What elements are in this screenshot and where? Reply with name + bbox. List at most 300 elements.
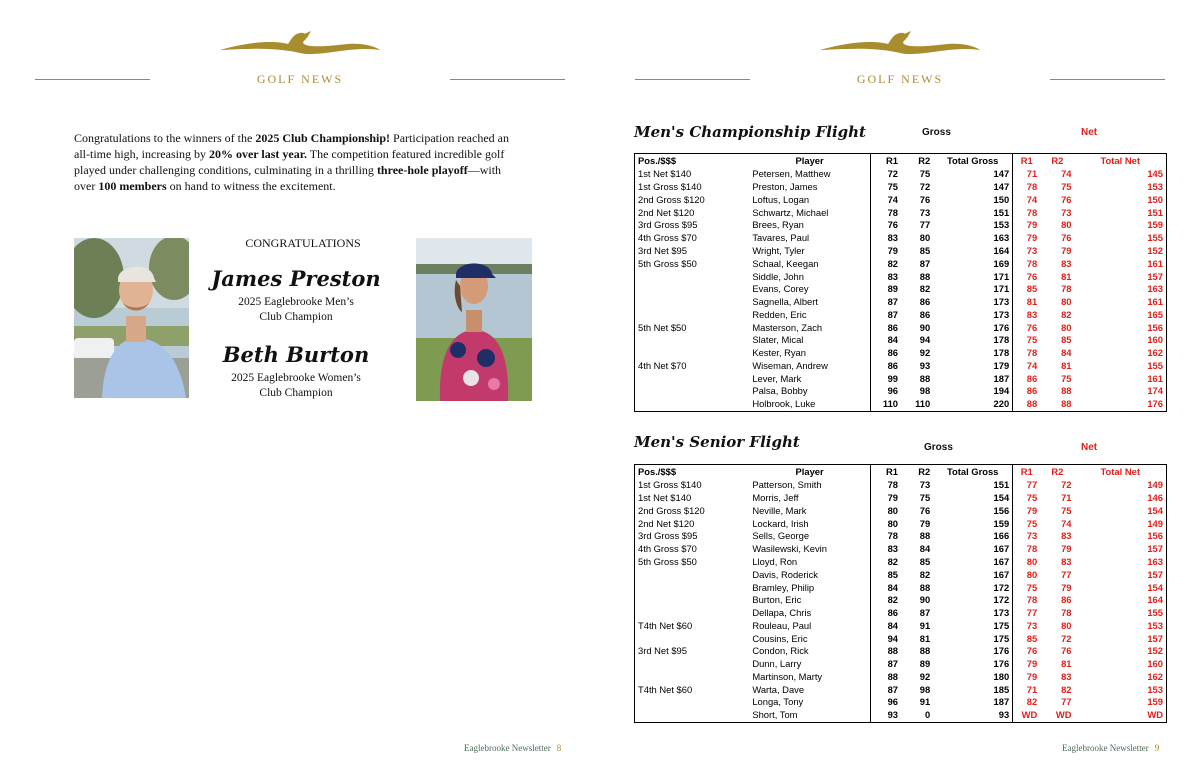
gross-r1-cell: 82 [870,257,901,270]
col-header-net-r1: R1 [1020,466,1033,477]
position-cell: 1st Gross $140 [638,479,702,491]
total-net-cell: WD [1147,709,1163,721]
total-gross-cell: 151 [933,206,1012,219]
position-cell [635,709,750,722]
total-gross-cell: 185 [933,683,1012,696]
table-row [635,181,1167,194]
net-r1-cell: 73 [1026,244,1038,256]
net-r2-cell: 80 [1061,296,1072,308]
total-gross-cell: 175 [933,632,1012,645]
page-footer: Eaglebrooke Newsletter 9 [1062,743,1160,753]
net-r2-cell: 80 [1061,619,1072,631]
position-cell [635,296,750,309]
gross-r2-cell: 98 [919,385,931,397]
net-r2-cell: 88 [1061,385,1072,397]
player-cell: Warta, Dave [752,683,805,695]
gross-r1-cell: 75 [870,181,901,194]
net-r2-cell: 88 [1061,398,1072,410]
col-header-net-r2: R2 [1051,155,1064,166]
net-r2-cell: 84 [1061,347,1072,359]
gross-r2-cell: 88 [919,645,931,657]
table-row [635,594,1167,607]
table-row [635,232,1167,245]
total-net-cell: 161 [1147,296,1163,308]
table-row [635,296,1167,309]
net-r1-cell: 73 [1026,619,1038,631]
total-net-cell: 145 [1147,168,1163,180]
table-row [635,645,1167,658]
table-row [635,347,1167,360]
player-cell: Siddle, John [752,270,804,282]
net-r1-cell: 76 [1026,270,1038,282]
table-row [635,543,1167,556]
net-r2-cell: 71 [1061,492,1072,504]
position-cell: 3rd Net $95 [638,645,687,657]
player-cell: Holbrook, Luke [752,398,816,410]
table-row [635,219,1167,232]
total-net-cell: 159 [1147,219,1163,231]
player-cell: Martinson, Marty [752,670,823,682]
net-r1-cell: 77 [1026,607,1038,619]
position-cell [635,568,750,581]
total-gross-cell: 173 [933,296,1012,309]
total-net-cell: 162 [1147,347,1163,359]
newsletter-page-9 [600,0,1200,776]
gross-r2-cell: 91 [919,619,931,631]
total-net-cell: 157 [1147,632,1163,644]
col-header-player: Player [795,155,824,166]
player-cell: Sagnella, Albert [752,296,818,308]
table-row [635,607,1167,620]
total-net-cell: 176 [1147,398,1163,410]
player-cell: Wasilewski, Kevin [752,543,827,555]
gross-r2-cell: 0 [924,709,931,721]
player-cell: Tavares, Paul [752,232,810,244]
net-r1-cell: 78 [1026,257,1038,269]
col-header-net-r2: R2 [1051,466,1064,477]
position-cell: 5th Gross $50 [638,257,697,269]
senior-gross-label: Gross [924,442,953,453]
total-gross-cell: 178 [933,334,1012,347]
gross-r2-cell: 88 [919,372,931,384]
total-gross-cell: 159 [933,517,1012,530]
total-gross-cell: 176 [933,658,1012,671]
net-r2-cell: 78 [1061,283,1072,295]
total-gross-cell: 176 [933,321,1012,334]
position-cell [635,632,750,645]
net-r2-cell: 81 [1061,359,1072,371]
net-r1-cell: 79 [1026,232,1038,244]
total-gross-cell: 178 [933,347,1012,360]
player-cell: Kester, Ryan [752,347,806,359]
col-header-net-r1: R1 [1020,155,1033,166]
player-cell: Dunn, Larry [752,658,802,670]
net-r1-cell: 76 [1026,321,1038,333]
gross-r1-cell: 78 [870,530,901,543]
table-row [635,194,1167,207]
intro-paragraph: Congratulations to the winners of the 2025 Club Championship! Participation reached an all-time high, increasing by 20% over last year. The competition featured incredible golf played under challenging conditions, culminating in a thrilling three-hole playoff—with over 100 members on hand to witness the excitement. [74,131,509,193]
col-header-gross-r2: R2 [918,466,931,477]
championship-gross-label: Gross [922,127,951,138]
total-net-cell: 157 [1147,270,1163,282]
table-row [635,283,1167,296]
gross-r2-cell: 92 [919,670,931,682]
table-row [635,556,1167,569]
player-cell: Schwartz, Michael [752,206,829,218]
total-gross-cell: 171 [933,283,1012,296]
net-r1-cell: 86 [1026,372,1038,384]
page-footer: Eaglebrooke Newsletter 8 [464,743,562,753]
position-cell [635,347,750,360]
mens-champion-caption: 2025 Eaglebrooke Men’s Club Champion [238,296,354,323]
net-r2-cell: 79 [1061,244,1072,256]
total-gross-cell: 187 [933,696,1012,709]
net-r2-cell: 81 [1061,658,1072,670]
player-cell: Petersen, Matthew [752,168,831,180]
net-r1-cell: 79 [1026,219,1038,231]
gross-r2-cell: 85 [919,244,931,256]
table-header-row [635,154,1167,169]
gross-r2-cell: 93 [919,359,931,371]
net-r2-cell: 78 [1061,607,1072,619]
total-net-cell: 152 [1147,244,1163,256]
position-cell: 2nd Net $120 [638,206,695,218]
table-row [635,619,1167,632]
player-cell: Sells, George [752,530,810,542]
gross-r2-cell: 79 [919,517,931,529]
total-net-cell: 155 [1147,232,1163,244]
position-cell [635,658,750,671]
total-net-cell: 154 [1147,581,1163,593]
position-cell [635,594,750,607]
table-row [635,206,1167,219]
net-r1-cell: 74 [1026,359,1038,371]
net-r2-cell: WD [1055,709,1072,721]
net-r2-cell: 76 [1061,232,1072,244]
total-net-cell: 154 [1147,504,1163,516]
table-row [635,245,1167,258]
gross-r1-cell: 79 [870,492,901,505]
net-r1-cell: 85 [1026,632,1038,644]
table-row [635,632,1167,645]
gross-r1-cell: 86 [870,347,901,360]
signature-beth-burton: Beth Burton [222,342,370,367]
eagle-logo-icon [818,28,982,62]
gross-r2-cell: 94 [919,334,931,346]
net-r2-cell: 79 [1061,543,1072,555]
total-net-cell: 160 [1147,658,1163,670]
position-cell: 4th Net $70 [638,359,687,371]
gross-r2-cell: 73 [919,206,931,218]
total-net-cell: 165 [1147,308,1163,320]
total-net-cell: 161 [1147,257,1163,269]
net-r1-cell: 78 [1026,206,1038,218]
player-cell: Lockard, Irish [752,517,809,529]
net-r2-cell: 79 [1061,581,1072,593]
total-gross-cell: 167 [933,568,1012,581]
total-net-cell: 162 [1147,670,1163,682]
total-gross-cell: 164 [933,245,1012,258]
net-r1-cell: 85 [1026,283,1038,295]
gross-r2-cell: 82 [919,568,931,580]
total-net-cell: 160 [1147,334,1163,346]
position-cell [635,398,750,411]
player-cell: Neville, Mark [752,504,807,516]
player-cell: Preston, James [752,181,818,193]
net-r2-cell: 74 [1061,517,1072,529]
gross-r1-cell: 83 [870,232,901,245]
net-r1-cell: 74 [1026,193,1038,205]
gross-r1-cell: 80 [870,517,901,530]
net-r2-cell: 81 [1061,270,1072,282]
total-gross-cell: 93 [933,709,1012,722]
net-r1-cell: WD [1021,709,1038,721]
table-row [635,505,1167,518]
net-r1-cell: 82 [1026,696,1038,708]
total-gross-cell: 163 [933,232,1012,245]
gross-r1-cell: 78 [870,206,901,219]
col-header-total-gross: Total Gross [933,465,1012,480]
total-net-cell: 159 [1147,696,1163,708]
championship-flight-title: Men's Championship Flight [634,123,866,141]
gross-r1-cell: 86 [870,359,901,372]
gross-r2-cell: 77 [919,219,931,231]
col-header-total-net: Total Net [1100,466,1140,477]
col-header-total-net: Total Net [1100,155,1140,166]
net-r2-cell: 77 [1061,568,1072,580]
position-cell [635,670,750,683]
total-net-cell: 157 [1147,568,1163,580]
player-cell: Dellapa, Chris [752,607,812,619]
total-gross-cell: 194 [933,385,1012,398]
gross-r1-cell: 82 [870,556,901,569]
table-row [635,398,1167,411]
gross-r1-cell: 76 [870,219,901,232]
table-row [635,257,1167,270]
net-r1-cell: 71 [1026,683,1038,695]
total-net-cell: 153 [1147,181,1163,193]
net-r1-cell: 76 [1026,645,1038,657]
position-cell: 1st Net $140 [638,492,692,504]
gross-r2-cell: 91 [919,696,931,708]
total-net-cell: 155 [1147,359,1163,371]
table-row [635,492,1167,505]
total-gross-cell: 187 [933,372,1012,385]
gross-r2-cell: 98 [919,683,931,695]
player-cell: Evans, Corey [752,283,809,295]
player-cell: Patterson, Smith [752,479,822,491]
net-r1-cell: 77 [1026,479,1038,491]
total-net-cell: 146 [1147,492,1163,504]
gross-r2-cell: 73 [919,479,931,491]
net-r2-cell: 73 [1061,206,1072,218]
gross-r2-cell: 85 [919,555,931,567]
gross-r1-cell: 83 [870,270,901,283]
net-r1-cell: 78 [1026,594,1038,606]
total-gross-cell: 180 [933,670,1012,683]
table-row [635,530,1167,543]
position-cell [635,372,750,385]
net-r1-cell: 80 [1026,568,1038,580]
gross-r2-cell: 90 [919,594,931,606]
championship-results-table [634,153,1167,412]
gross-r1-cell: 80 [870,505,901,518]
player-cell: Rouleau, Paul [752,619,812,631]
total-net-cell: 163 [1147,283,1163,295]
gross-r1-cell: 86 [870,607,901,620]
gross-r2-cell: 92 [919,347,931,359]
total-net-cell: 151 [1147,206,1163,218]
player-cell: Bramley, Philip [752,581,815,593]
total-net-cell: 149 [1147,517,1163,529]
position-cell: 3rd Net $95 [638,244,687,256]
net-r2-cell: 82 [1061,308,1072,320]
total-net-cell: 155 [1147,607,1163,619]
position-cell: 2nd Net $120 [638,517,695,529]
gross-r1-cell: 96 [870,385,901,398]
net-r1-cell: 71 [1026,168,1038,180]
net-r1-cell: 75 [1026,334,1038,346]
mens-champion-photo [74,238,189,398]
net-r1-cell: 78 [1026,543,1038,555]
table-row [635,709,1167,722]
total-gross-cell: 166 [933,530,1012,543]
womens-champion-photo [416,238,532,401]
net-r2-cell: 72 [1061,632,1072,644]
position-cell: 2nd Gross $120 [638,504,705,516]
gross-r2-cell: 87 [919,257,931,269]
championship-net-label: Net [1081,127,1098,138]
net-r1-cell: 75 [1026,517,1038,529]
table-row [635,168,1167,181]
player-cell: Condon, Rick [752,645,809,657]
gross-r1-cell: 87 [870,658,901,671]
net-r1-cell: 75 [1026,492,1038,504]
total-net-cell: 157 [1147,543,1163,555]
net-r2-cell: 82 [1061,683,1072,695]
gross-r1-cell: 72 [870,168,901,181]
net-r1-cell: 79 [1026,670,1038,682]
gross-r1-cell: 83 [870,543,901,556]
player-cell: Lloyd, Ron [752,555,798,567]
table-row [635,568,1167,581]
position-cell [635,270,750,283]
position-cell: 5th Gross $50 [638,555,697,567]
total-gross-cell: 172 [933,581,1012,594]
total-gross-cell: 171 [933,270,1012,283]
gross-r2-cell: 90 [919,321,931,333]
col-header-player: Player [795,466,824,477]
gross-r2-cell: 76 [919,504,931,516]
gross-r1-cell: 79 [870,245,901,258]
col-header-gross-r1: R1 [870,154,901,169]
eagle-logo-icon [218,28,382,62]
net-r2-cell: 76 [1061,193,1072,205]
gross-r2-cell: 82 [919,283,931,295]
position-cell: 2nd Gross $120 [638,193,705,205]
table-row [635,658,1167,671]
table-row [635,670,1167,683]
gross-r2-cell: 86 [919,296,931,308]
total-gross-cell: 167 [933,556,1012,569]
section-title: GOLF NEWS [856,72,944,86]
position-cell: T4th Net $60 [638,619,693,631]
player-cell: Longa, Tony [752,696,804,708]
table-row [635,372,1167,385]
gross-r2-cell: 80 [919,232,931,244]
total-net-cell: 149 [1147,479,1163,491]
table-row [635,517,1167,530]
gross-r1-cell: 96 [870,696,901,709]
player-cell: Morris, Jeff [752,492,799,504]
player-cell: Cousins, Eric [752,632,808,644]
net-r1-cell: 75 [1026,581,1038,593]
gross-r2-cell: 89 [919,658,931,670]
player-cell: Schaal, Keegan [752,257,819,269]
position-cell [635,385,750,398]
position-cell: 3rd Gross $95 [638,530,698,542]
senior-net-label: Net [1081,442,1098,453]
total-gross-cell: 172 [933,594,1012,607]
total-gross-cell: 173 [933,308,1012,321]
womens-champion-caption: 2025 Eaglebrooke Women’s Club Champion [231,372,361,399]
total-net-cell: 153 [1147,619,1163,631]
net-r2-cell: 76 [1061,645,1072,657]
position-cell: 4th Gross $70 [638,543,697,555]
position-cell: 1st Net $140 [638,168,692,180]
gross-r2-cell: 88 [919,581,931,593]
player-cell: Burton, Eric [752,594,802,606]
total-gross-cell: 167 [933,543,1012,556]
player-cell: Davis, Roderick [752,568,818,580]
total-gross-cell: 220 [933,398,1012,411]
senior-results-table [634,464,1167,723]
gross-r2-cell: 72 [919,181,931,193]
table-row [635,308,1167,321]
gross-r2-cell: 87 [919,607,931,619]
table-row [635,385,1167,398]
col-header-total-gross: Total Gross [933,154,1012,169]
table-row [635,581,1167,594]
net-r2-cell: 83 [1061,257,1072,269]
total-net-cell: 164 [1147,594,1163,606]
gross-r1-cell: 84 [870,619,901,632]
gross-r2-cell: 88 [919,270,931,282]
position-cell [635,334,750,347]
player-cell: Wiseman, Andrew [752,359,828,371]
table-row [635,270,1167,283]
total-gross-cell: 173 [933,607,1012,620]
gross-r2-cell: 110 [915,398,931,410]
position-cell [635,607,750,620]
player-cell: Brees, Ryan [752,219,804,231]
table-row [635,683,1167,696]
gross-r1-cell: 87 [870,683,901,696]
gross-r1-cell: 87 [870,296,901,309]
position-cell [635,308,750,321]
gross-r1-cell: 74 [870,194,901,207]
net-r2-cell: 75 [1061,372,1072,384]
net-r1-cell: 83 [1026,308,1038,320]
total-gross-cell: 154 [933,492,1012,505]
net-r2-cell: 72 [1061,479,1072,491]
net-r1-cell: 78 [1026,347,1038,359]
net-r2-cell: 75 [1061,181,1072,193]
net-r2-cell: 83 [1061,530,1072,542]
total-net-cell: 156 [1147,530,1163,542]
total-net-cell: 156 [1147,321,1163,333]
total-gross-cell: 179 [933,359,1012,372]
